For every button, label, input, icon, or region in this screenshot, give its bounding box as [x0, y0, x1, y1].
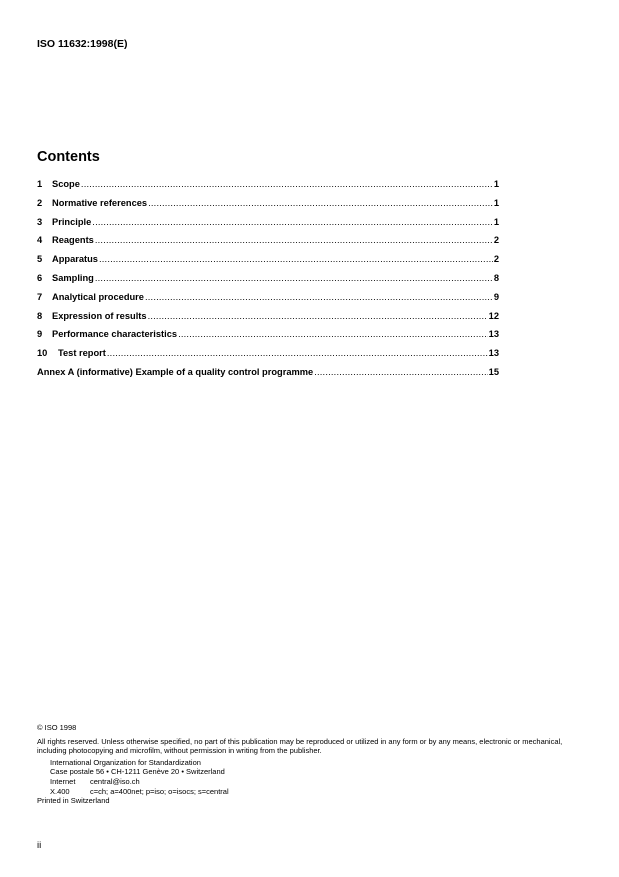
toc-entry-title: Analytical procedure: [52, 291, 144, 302]
toc-entry-page: 1: [493, 197, 499, 208]
internet-label: Internet: [50, 776, 76, 786]
dot-leader: [95, 273, 493, 283]
toc-entry-number: 9: [37, 329, 43, 340]
toc-entry-title: Scope: [52, 179, 80, 189]
x400-value: c=ch; a=400net; p=iso; o=isocs; s=central: [90, 786, 229, 796]
toc-entry-page: 13: [488, 329, 499, 340]
internet-value: central@iso.ch: [90, 776, 140, 786]
dot-leader: [92, 217, 493, 227]
internet-row: [50, 777, 582, 787]
copyright-block: [37, 723, 582, 806]
organization-name: International Organization for Standardization: [50, 757, 201, 767]
copyright-line: © ISO 1998: [37, 723, 77, 732]
toc-entry-annex-a[interactable]: [37, 367, 499, 386]
dot-leader: [148, 311, 488, 321]
toc-entry-title: Expression of results: [52, 310, 147, 321]
toc-entry-title: Apparatus: [52, 254, 98, 265]
contents-heading: Contents: [37, 149, 100, 165]
toc-entry-page: 8: [493, 272, 499, 283]
x400-label: X.400: [50, 786, 70, 796]
toc-entry-page: 2: [493, 254, 499, 265]
rights-statement: All rights reserved. Unless otherwise specified, no part of this publication may be reproduced or utilized in any form or by any means, electronic or mechanical, including photocopying and microfilm, without permission in writing from the publisher.: [37, 736, 563, 756]
dot-leader: [314, 367, 487, 377]
printed-in: Printed in Switzerland: [37, 796, 110, 806]
postal-address: Case postale 56 • CH-1211 Genève 20 • Switzerland: [50, 767, 225, 777]
toc-entry-analytical-procedure[interactable]: [37, 292, 499, 311]
dot-leader: [178, 329, 488, 339]
toc-entry-number: 5: [37, 254, 43, 265]
toc-entry-page: 9: [493, 291, 499, 302]
toc-entry-principle[interactable]: [37, 217, 499, 236]
x400-row: [50, 787, 582, 797]
toc-entry-page: 1: [493, 216, 499, 227]
toc-entry-sampling[interactable]: [37, 273, 499, 292]
dot-leader: [148, 198, 493, 208]
toc-entry-title: Principle: [52, 216, 92, 227]
toc-entry-test-report[interactable]: [37, 348, 499, 367]
toc-entry-page: 1: [493, 179, 499, 189]
toc-entry-number: 4: [37, 235, 43, 246]
toc-entry-page: 15: [488, 366, 499, 377]
table-of-contents: [37, 179, 499, 386]
toc-entry-apparatus[interactable]: [37, 254, 499, 273]
toc-entry-title: Normative references: [52, 197, 148, 208]
toc-entry-number: 1: [37, 179, 43, 189]
toc-entry-normative-references[interactable]: [37, 198, 499, 217]
toc-entry-number: 8: [37, 310, 43, 321]
toc-entry-number: 2: [37, 197, 43, 208]
toc-entry-page: 2: [493, 235, 499, 246]
page-number: ii: [37, 840, 42, 851]
document-id: ISO 11632:1998(E): [37, 38, 128, 50]
toc-entry-page: 12: [488, 310, 499, 321]
dot-leader: [107, 348, 488, 358]
toc-entry-number: 3: [37, 216, 43, 227]
toc-entry-number: 10: [37, 348, 48, 359]
publisher-address: [50, 758, 582, 796]
dot-leader: [81, 179, 493, 189]
toc-entry-number: 7: [37, 291, 43, 302]
toc-entry-title: Test report: [58, 348, 106, 359]
toc-entry-scope[interactable]: [37, 179, 499, 198]
toc-entry-performance-characteristics[interactable]: [37, 329, 499, 348]
toc-entry-number: 6: [37, 272, 43, 283]
toc-entry-page: 13: [488, 348, 499, 359]
toc-entry-title: Sampling: [52, 272, 94, 283]
toc-entry-expression-of-results[interactable]: [37, 311, 499, 330]
dot-leader: [99, 254, 493, 264]
dot-leader: [145, 292, 493, 302]
toc-entry-title: Reagents: [52, 235, 94, 246]
toc-entry-title: Annex A (informative) Example of a quality control programme: [37, 366, 314, 377]
toc-entry-reagents[interactable]: [37, 235, 499, 254]
toc-entry-title: Performance characteristics: [52, 329, 178, 340]
dot-leader: [95, 235, 493, 245]
